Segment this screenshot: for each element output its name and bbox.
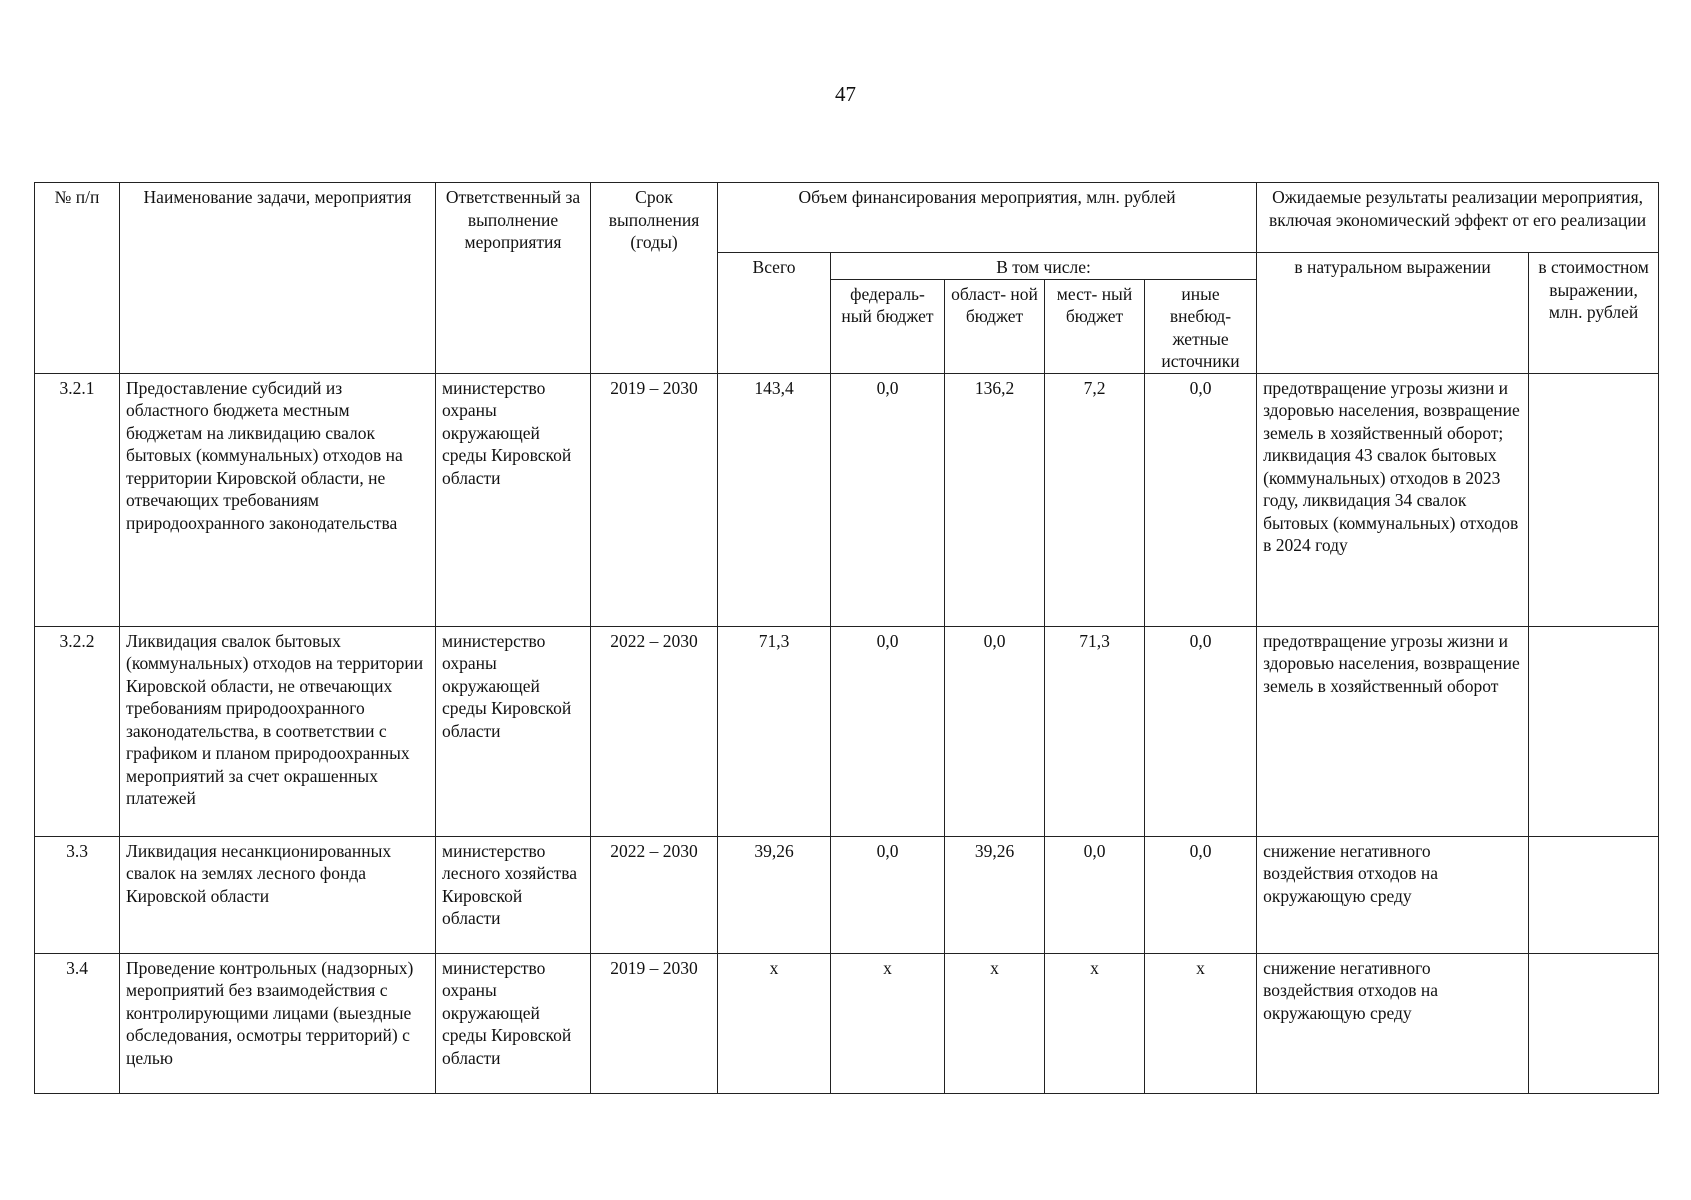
row-other: x bbox=[1145, 953, 1257, 1093]
row-name: Проведение контрольных (надзорных) мероприятий без взаимодействия с контролирующими лицами (выездные обследования, осмотры территорий) с целью bbox=[120, 953, 436, 1093]
row-regional: 0,0 bbox=[945, 626, 1045, 836]
row-responsible: министерство охраны окружающей среды Кировской области bbox=[436, 373, 591, 626]
row-num: 3.2.1 bbox=[35, 373, 120, 626]
table-row bbox=[35, 953, 1659, 1093]
row-num: 3.3 bbox=[35, 836, 120, 953]
header-responsible: Ответственный за выполнение мероприятия bbox=[436, 183, 591, 374]
header-funding: Объем финансирования мероприятия, млн. рублей bbox=[718, 183, 1257, 253]
row-total: 39,26 bbox=[718, 836, 831, 953]
row-term: 2019 – 2030 bbox=[591, 373, 718, 626]
row-cost bbox=[1529, 626, 1659, 836]
row-total: 71,3 bbox=[718, 626, 831, 836]
row-cost bbox=[1529, 373, 1659, 626]
row-num: 3.4 bbox=[35, 953, 120, 1093]
row-cost bbox=[1529, 836, 1659, 953]
row-regional: 136,2 bbox=[945, 373, 1045, 626]
row-local: 71,3 bbox=[1045, 626, 1145, 836]
row-total: 143,4 bbox=[718, 373, 831, 626]
row-name: Предоставление субсидий из областного бюджета местным бюджетам на ликвидацию свалок бытовых (коммунальных) отходов на территории Кировской области, не отвечающих требованиям природоохранного законодательства bbox=[120, 373, 436, 626]
table-row bbox=[35, 626, 1659, 836]
header-total: Всего bbox=[718, 253, 831, 374]
row-natural: снижение негативного воздействия отходов на окружающую среду bbox=[1257, 953, 1529, 1093]
row-natural: снижение негативного воздействия отходов на окружающую среду bbox=[1257, 836, 1529, 953]
header-cost: в стоимостном выражении, млн. рублей bbox=[1529, 253, 1659, 374]
program-measures-table bbox=[34, 182, 1659, 1094]
table-row bbox=[35, 836, 1659, 953]
row-local: x bbox=[1045, 953, 1145, 1093]
row-other: 0,0 bbox=[1145, 836, 1257, 953]
row-responsible: министерство охраны окружающей среды Кировской области bbox=[436, 626, 591, 836]
row-term: 2022 – 2030 bbox=[591, 836, 718, 953]
header-num: № п/п bbox=[35, 183, 120, 374]
header-local: мест- ный бюджет bbox=[1045, 279, 1145, 373]
header-natural: в натуральном выражении bbox=[1257, 253, 1529, 374]
row-num: 3.2.2 bbox=[35, 626, 120, 836]
row-other: 0,0 bbox=[1145, 626, 1257, 836]
row-name: Ликвидация несанкционированных свалок на землях лесного фонда Кировской области bbox=[120, 836, 436, 953]
row-federal: x bbox=[831, 953, 945, 1093]
row-cost bbox=[1529, 953, 1659, 1093]
row-term: 2022 – 2030 bbox=[591, 626, 718, 836]
row-name: Ликвидация свалок бытовых (коммунальных) отходов на территории Кировской области, не отвечающих требованиям природоохранного законодательства, в соответствии с графиком и планом природоохранных мероприятий за счет окрашенных платежей bbox=[120, 626, 436, 836]
row-regional: x bbox=[945, 953, 1045, 1093]
row-responsible: министерство лесного хозяйства Кировской области bbox=[436, 836, 591, 953]
row-responsible: министерство охраны окружающей среды Кировской области bbox=[436, 953, 591, 1093]
page-number: 47 bbox=[835, 82, 856, 106]
row-local: 7,2 bbox=[1045, 373, 1145, 626]
row-other: 0,0 bbox=[1145, 373, 1257, 626]
row-natural: предотвращение угрозы жизни и здоровью населения, возвращение земель в хозяйственный оборот bbox=[1257, 626, 1529, 836]
row-federal: 0,0 bbox=[831, 836, 945, 953]
row-total: x bbox=[718, 953, 831, 1093]
row-natural: предотвращение угрозы жизни и здоровью населения, возвращение земель в хозяйственный оборот; ликвидация 43 свалок бытовых (коммунальных) отходов в 2023 году, ликвидация 34 свалок бытовых (коммунальных) отходов в 2024 году bbox=[1257, 373, 1529, 626]
header-including: В том числе: bbox=[831, 253, 1257, 280]
header-other: иные внебюд- жетные источники bbox=[1145, 279, 1257, 373]
header-results: Ожидаемые результаты реализации мероприятия, включая экономический эффект от его реализации bbox=[1257, 183, 1659, 253]
row-federal: 0,0 bbox=[831, 373, 945, 626]
row-regional: 39,26 bbox=[945, 836, 1045, 953]
header-name: Наименование задачи, мероприятия bbox=[120, 183, 436, 374]
row-federal: 0,0 bbox=[831, 626, 945, 836]
header-term: Срок выполнения (годы) bbox=[591, 183, 718, 374]
header-regional: област- ной бюджет bbox=[945, 279, 1045, 373]
header-federal: федераль- ный бюджет bbox=[831, 279, 945, 373]
table-row bbox=[35, 373, 1659, 626]
row-local: 0,0 bbox=[1045, 836, 1145, 953]
row-term: 2019 – 2030 bbox=[591, 953, 718, 1093]
